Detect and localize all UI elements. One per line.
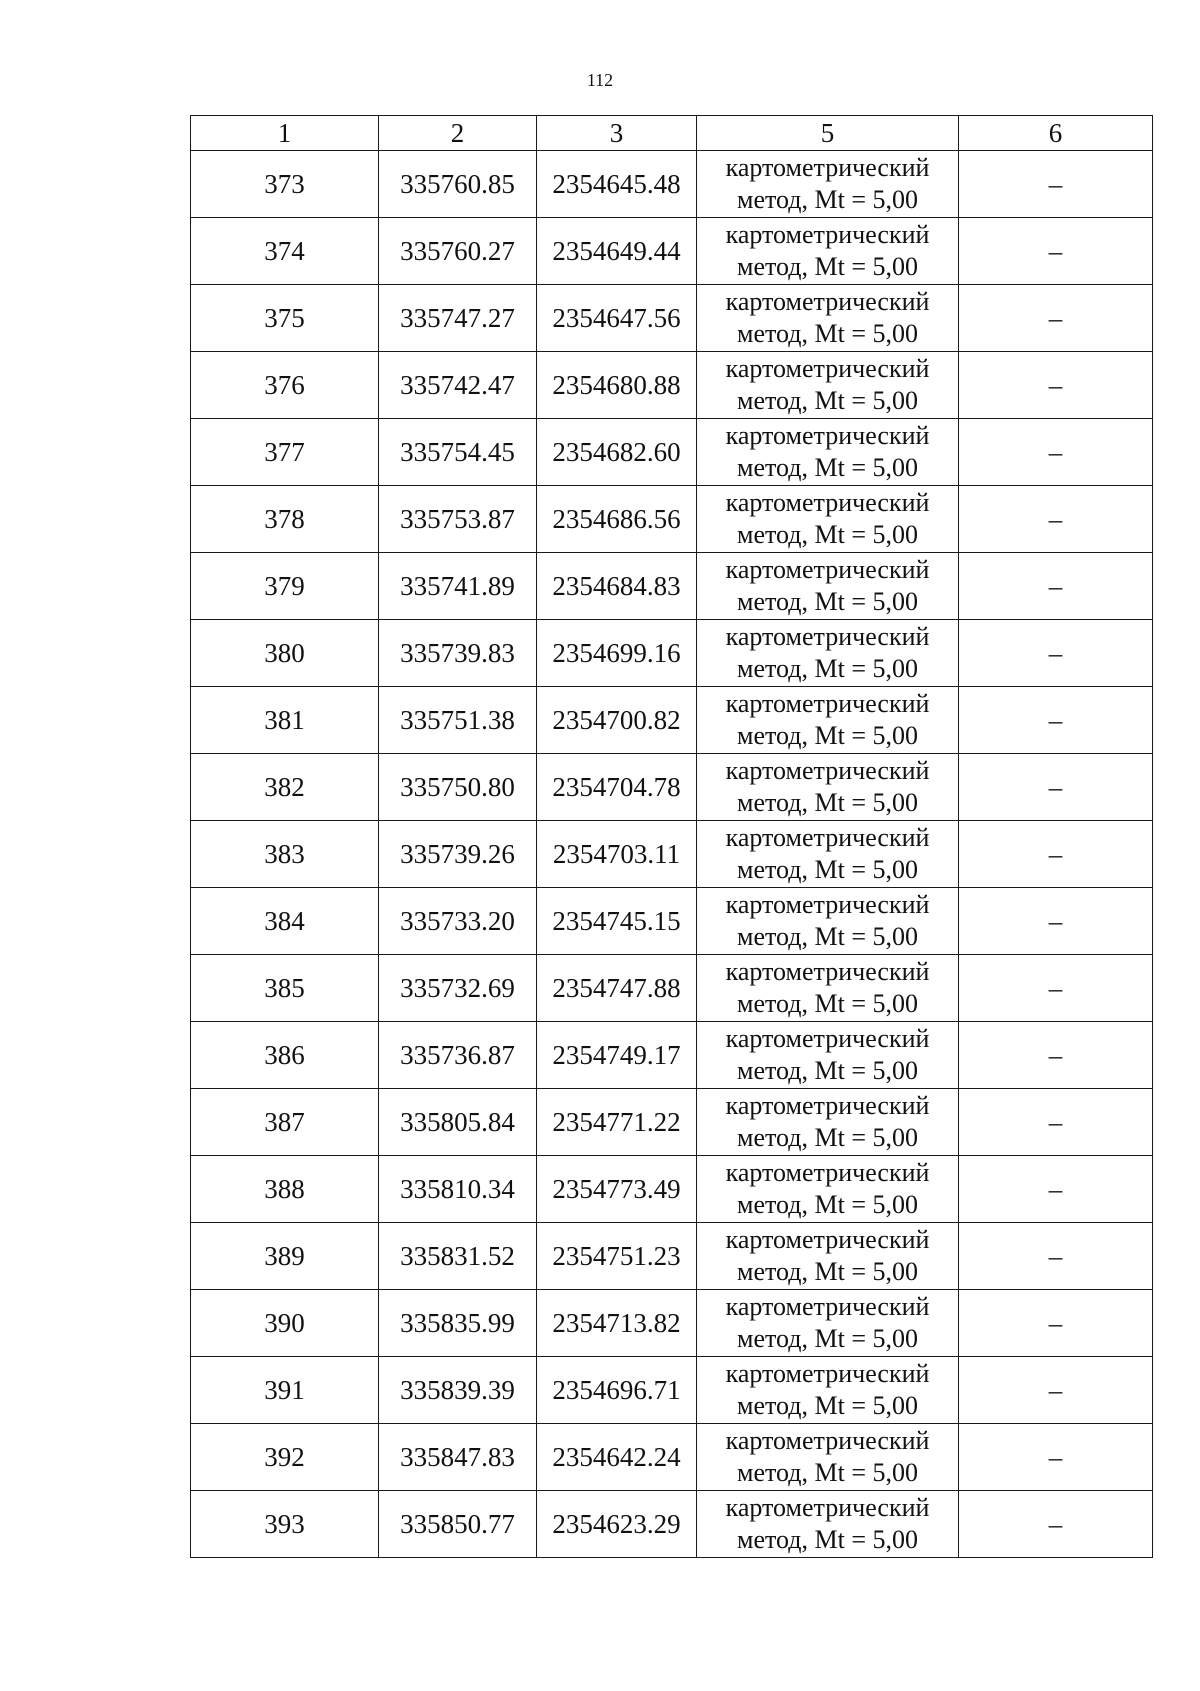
x-coordinate-cell: 335742.47 xyxy=(379,352,537,419)
method-line-1: картометрический xyxy=(725,957,930,986)
method-line-2: метод, Mt = 5,00 xyxy=(737,453,918,482)
method-line-2: метод, Mt = 5,00 xyxy=(737,788,918,817)
y-coordinate-cell: 2354745.15 xyxy=(537,888,697,955)
y-coordinate-cell: 2354645.48 xyxy=(537,151,697,218)
y-coordinate-cell: 2354704.78 xyxy=(537,754,697,821)
point-number-cell: 392 xyxy=(191,1424,379,1491)
y-coordinate-cell: 2354682.60 xyxy=(537,419,697,486)
x-coordinate-cell: 335754.45 xyxy=(379,419,537,486)
note-cell: – xyxy=(959,218,1153,285)
table-row xyxy=(191,1089,1153,1156)
y-coordinate-cell: 2354773.49 xyxy=(537,1156,697,1223)
method-cell xyxy=(697,620,959,687)
method-cell xyxy=(697,1424,959,1491)
method-cell xyxy=(697,888,959,955)
method-line-1: картометрический xyxy=(725,354,930,383)
point-number-cell: 373 xyxy=(191,151,379,218)
method-cell xyxy=(697,687,959,754)
method-cell xyxy=(697,486,959,553)
method-line-1: картометрический xyxy=(725,287,930,316)
x-coordinate-cell: 335739.83 xyxy=(379,620,537,687)
x-coordinate-cell: 335847.83 xyxy=(379,1424,537,1491)
y-coordinate-cell: 2354713.82 xyxy=(537,1290,697,1357)
note-cell: – xyxy=(959,821,1153,888)
x-coordinate-cell: 335753.87 xyxy=(379,486,537,553)
y-coordinate-cell: 2354684.83 xyxy=(537,553,697,620)
method-line-1: картометрический xyxy=(725,689,930,718)
point-number-cell: 377 xyxy=(191,419,379,486)
method-line-1: картометрический xyxy=(725,1091,930,1120)
y-coordinate-cell: 2354649.44 xyxy=(537,218,697,285)
x-coordinate-cell: 335835.99 xyxy=(379,1290,537,1357)
method-cell xyxy=(697,1223,959,1290)
y-coordinate-cell: 2354699.16 xyxy=(537,620,697,687)
table-row xyxy=(191,1424,1153,1491)
method-line-1: картометрический xyxy=(725,220,930,249)
point-number-cell: 386 xyxy=(191,1022,379,1089)
note-cell: – xyxy=(959,620,1153,687)
note-cell: – xyxy=(959,553,1153,620)
method-line-2: метод, Mt = 5,00 xyxy=(737,319,918,348)
table-row xyxy=(191,151,1153,218)
y-coordinate-cell: 2354703.11 xyxy=(537,821,697,888)
point-number-cell: 384 xyxy=(191,888,379,955)
method-line-1: картометрический xyxy=(725,1225,930,1254)
method-line-1: картометрический xyxy=(725,1493,930,1522)
method-line-2: метод, Mt = 5,00 xyxy=(737,185,918,214)
point-number-cell: 383 xyxy=(191,821,379,888)
method-cell xyxy=(697,955,959,1022)
note-cell: – xyxy=(959,285,1153,352)
method-cell xyxy=(697,1357,959,1424)
x-coordinate-cell: 335747.27 xyxy=(379,285,537,352)
note-cell: – xyxy=(959,419,1153,486)
note-cell: – xyxy=(959,1491,1153,1558)
x-coordinate-cell: 335760.27 xyxy=(379,218,537,285)
y-coordinate-cell: 2354647.56 xyxy=(537,285,697,352)
y-coordinate-cell: 2354749.17 xyxy=(537,1022,697,1089)
note-cell: – xyxy=(959,151,1153,218)
note-cell: – xyxy=(959,1022,1153,1089)
table-row xyxy=(191,754,1153,821)
header-col-6: 6 xyxy=(959,116,1153,151)
point-number-cell: 387 xyxy=(191,1089,379,1156)
note-cell: – xyxy=(959,1290,1153,1357)
table-row xyxy=(191,352,1153,419)
method-cell xyxy=(697,218,959,285)
method-line-2: метод, Mt = 5,00 xyxy=(737,654,918,683)
point-number-cell: 379 xyxy=(191,553,379,620)
method-line-1: картометрический xyxy=(725,488,930,517)
method-line-2: метод, Mt = 5,00 xyxy=(737,922,918,951)
method-line-1: картометрический xyxy=(725,1158,930,1187)
method-line-1: картометрический xyxy=(725,1292,930,1321)
y-coordinate-cell: 2354642.24 xyxy=(537,1424,697,1491)
method-line-1: картометрический xyxy=(725,1359,930,1388)
table-row xyxy=(191,419,1153,486)
table-row xyxy=(191,1357,1153,1424)
method-line-1: картометрический xyxy=(725,421,930,450)
point-number-cell: 382 xyxy=(191,754,379,821)
point-number-cell: 375 xyxy=(191,285,379,352)
y-coordinate-cell: 2354747.88 xyxy=(537,955,697,1022)
y-coordinate-cell: 2354700.82 xyxy=(537,687,697,754)
note-cell: – xyxy=(959,888,1153,955)
method-line-2: метод, Mt = 5,00 xyxy=(737,1324,918,1353)
header-col-2: 2 xyxy=(379,116,537,151)
table-row xyxy=(191,821,1153,888)
method-line-2: метод, Mt = 5,00 xyxy=(737,252,918,281)
note-cell: – xyxy=(959,486,1153,553)
point-number-cell: 376 xyxy=(191,352,379,419)
y-coordinate-cell: 2354623.29 xyxy=(537,1491,697,1558)
method-line-1: картометрический xyxy=(725,555,930,584)
note-cell: – xyxy=(959,1089,1153,1156)
coordinates-table xyxy=(190,115,1153,1558)
method-cell xyxy=(697,1156,959,1223)
header-col-5: 5 xyxy=(697,116,959,151)
method-cell xyxy=(697,419,959,486)
x-coordinate-cell: 335850.77 xyxy=(379,1491,537,1558)
table-row xyxy=(191,486,1153,553)
x-coordinate-cell: 335739.26 xyxy=(379,821,537,888)
note-cell: – xyxy=(959,955,1153,1022)
method-line-1: картометрический xyxy=(725,823,930,852)
table-row xyxy=(191,218,1153,285)
table-body xyxy=(191,151,1153,1558)
table-row xyxy=(191,553,1153,620)
note-cell: – xyxy=(959,1357,1153,1424)
table-row xyxy=(191,687,1153,754)
note-cell: – xyxy=(959,1424,1153,1491)
method-cell xyxy=(697,754,959,821)
method-line-2: метод, Mt = 5,00 xyxy=(737,1257,918,1286)
method-cell xyxy=(697,352,959,419)
method-cell xyxy=(697,1491,959,1558)
point-number-cell: 380 xyxy=(191,620,379,687)
y-coordinate-cell: 2354680.88 xyxy=(537,352,697,419)
x-coordinate-cell: 335733.20 xyxy=(379,888,537,955)
table-row xyxy=(191,955,1153,1022)
method-line-2: метод, Mt = 5,00 xyxy=(737,1123,918,1152)
table-row xyxy=(191,1290,1153,1357)
point-number-cell: 385 xyxy=(191,955,379,1022)
method-line-2: метод, Mt = 5,00 xyxy=(737,1525,918,1554)
page-number: 112 xyxy=(586,70,614,90)
method-line-2: метод, Mt = 5,00 xyxy=(737,386,918,415)
method-line-1: картометрический xyxy=(725,1426,930,1455)
note-cell: – xyxy=(959,1223,1153,1290)
method-line-2: метод, Mt = 5,00 xyxy=(737,1056,918,1085)
method-cell xyxy=(697,553,959,620)
method-cell xyxy=(697,151,959,218)
x-coordinate-cell: 335805.84 xyxy=(379,1089,537,1156)
method-line-2: метод, Mt = 5,00 xyxy=(737,587,918,616)
method-line-2: метод, Mt = 5,00 xyxy=(737,1190,918,1219)
y-coordinate-cell: 2354771.22 xyxy=(537,1089,697,1156)
point-number-cell: 381 xyxy=(191,687,379,754)
x-coordinate-cell: 335751.38 xyxy=(379,687,537,754)
method-line-2: метод, Mt = 5,00 xyxy=(737,721,918,750)
x-coordinate-cell: 335831.52 xyxy=(379,1223,537,1290)
method-cell xyxy=(697,821,959,888)
x-coordinate-cell: 335760.85 xyxy=(379,151,537,218)
note-cell: – xyxy=(959,687,1153,754)
table-row xyxy=(191,1022,1153,1089)
point-number-cell: 388 xyxy=(191,1156,379,1223)
table-row xyxy=(191,1223,1153,1290)
x-coordinate-cell: 335741.89 xyxy=(379,553,537,620)
point-number-cell: 378 xyxy=(191,486,379,553)
table-row xyxy=(191,285,1153,352)
y-coordinate-cell: 2354751.23 xyxy=(537,1223,697,1290)
note-cell: – xyxy=(959,754,1153,821)
note-cell: – xyxy=(959,1156,1153,1223)
point-number-cell: 374 xyxy=(191,218,379,285)
method-cell xyxy=(697,1089,959,1156)
method-cell xyxy=(697,1022,959,1089)
x-coordinate-cell: 335736.87 xyxy=(379,1022,537,1089)
table-row xyxy=(191,620,1153,687)
method-line-2: метод, Mt = 5,00 xyxy=(737,989,918,1018)
point-number-cell: 390 xyxy=(191,1290,379,1357)
note-cell: – xyxy=(959,352,1153,419)
method-line-1: картометрический xyxy=(725,756,930,785)
method-line-1: картометрический xyxy=(725,890,930,919)
table-header-row xyxy=(191,116,1153,151)
point-number-cell: 391 xyxy=(191,1357,379,1424)
x-coordinate-cell: 335750.80 xyxy=(379,754,537,821)
header-col-3: 3 xyxy=(537,116,697,151)
method-line-2: метод, Mt = 5,00 xyxy=(737,520,918,549)
method-line-1: картометрический xyxy=(725,622,930,651)
method-line-2: метод, Mt = 5,00 xyxy=(737,855,918,884)
y-coordinate-cell: 2354686.56 xyxy=(537,486,697,553)
method-cell xyxy=(697,1290,959,1357)
method-line-1: картометрический xyxy=(725,1024,930,1053)
header-col-1: 1 xyxy=(191,116,379,151)
method-line-2: метод, Mt = 5,00 xyxy=(737,1391,918,1420)
table-row xyxy=(191,888,1153,955)
method-line-1: картометрический xyxy=(725,153,930,182)
y-coordinate-cell: 2354696.71 xyxy=(537,1357,697,1424)
method-line-2: метод, Mt = 5,00 xyxy=(737,1458,918,1487)
table-row xyxy=(191,1491,1153,1558)
table-row xyxy=(191,1156,1153,1223)
x-coordinate-cell: 335810.34 xyxy=(379,1156,537,1223)
x-coordinate-cell: 335732.69 xyxy=(379,955,537,1022)
point-number-cell: 389 xyxy=(191,1223,379,1290)
point-number-cell: 393 xyxy=(191,1491,379,1558)
x-coordinate-cell: 335839.39 xyxy=(379,1357,537,1424)
method-cell xyxy=(697,285,959,352)
